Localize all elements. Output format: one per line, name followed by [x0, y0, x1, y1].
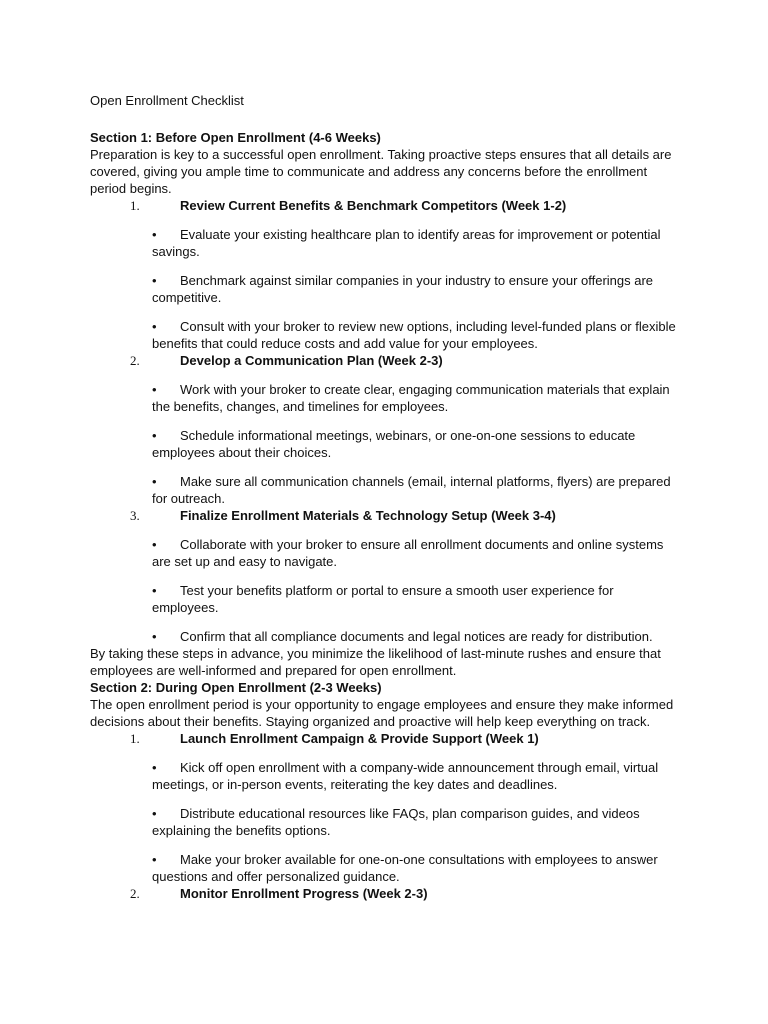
step-item — [90, 730, 682, 885]
bullet-list — [90, 536, 682, 645]
bullet-dot: • — [152, 273, 157, 288]
bullet-item — [90, 805, 682, 839]
step-number: 2. — [130, 353, 140, 368]
step-number: 1. — [130, 198, 140, 213]
bullet-list — [90, 759, 682, 885]
section-2 — [90, 679, 682, 902]
bullet-item — [90, 318, 682, 352]
bullet-text: Evaluate your existing healthcare plan to identify areas for improvement or potential savings. — [152, 227, 661, 259]
bullet-item — [90, 851, 682, 885]
bullet-list — [90, 226, 682, 352]
document-title: Open Enrollment Checklist — [90, 93, 244, 108]
step-item — [90, 352, 682, 507]
bullet-dot: • — [152, 629, 157, 644]
bullet-item — [90, 582, 682, 616]
bullet-text: Kick off open enrollment with a company-wide announcement through email, virtual meetings, or in-person events, reiterating the key dates and deadlines. — [152, 760, 659, 792]
bullet-item — [90, 628, 682, 645]
step-title: Review Current Benefits & Benchmark Competitors (Week 1-2) — [180, 198, 567, 213]
bullet-list — [90, 381, 682, 507]
bullet-dot: • — [152, 760, 157, 775]
step-title: Launch Enrollment Campaign & Provide Support (Week 1) — [180, 731, 539, 746]
bullet-item — [90, 272, 682, 306]
bullet-dot: • — [152, 428, 157, 443]
bullet-text: Collaborate with your broker to ensure all enrollment documents and online systems are set up and easy to navigate. — [152, 537, 664, 569]
bullet-item — [90, 759, 682, 793]
step-heading — [90, 507, 682, 524]
step-heading — [90, 885, 682, 902]
step-list — [90, 197, 682, 645]
step-item — [90, 197, 682, 352]
bullet-item — [90, 536, 682, 570]
bullet-dot: • — [152, 319, 157, 334]
step-heading — [90, 197, 682, 214]
step-title: Finalize Enrollment Materials & Technology Setup (Week 3-4) — [180, 508, 556, 523]
bullet-item — [90, 427, 682, 461]
step-item — [90, 507, 682, 645]
bullet-item — [90, 473, 682, 507]
section-heading: Section 2: During Open Enrollment (2-3 Weeks) — [90, 680, 382, 695]
step-number: 2. — [130, 886, 140, 901]
step-title: Monitor Enrollment Progress (Week 2-3) — [180, 886, 428, 901]
step-title: Develop a Communication Plan (Week 2-3) — [180, 353, 443, 368]
bullet-dot: • — [152, 537, 157, 552]
step-heading — [90, 730, 682, 747]
bullet-text: Make sure all communication channels (email, internal platforms, flyers) are prepared for outreach. — [152, 474, 671, 506]
step-list — [90, 730, 682, 902]
bullet-dot: • — [152, 382, 157, 397]
bullet-item — [90, 381, 682, 415]
bullet-text: Distribute educational resources like FAQs, plan comparison guides, and videos explaining the benefits options. — [152, 806, 640, 838]
step-number: 1. — [130, 731, 140, 746]
step-item — [90, 885, 682, 902]
section-heading: Section 1: Before Open Enrollment (4-6 Weeks) — [90, 130, 381, 145]
step-number: 3. — [130, 508, 140, 523]
bullet-dot: • — [152, 806, 157, 821]
bullet-dot: • — [152, 583, 157, 598]
bullet-text: Work with your broker to create clear, engaging communication materials that explain the benefits, changes, and timelines for employees. — [152, 382, 670, 414]
section-intro: Preparation is key to a successful open enrollment. Taking proactive steps ensures that all details are covered, giving you ample time to communicate and address any concerns before the enrollment period begins. — [90, 147, 672, 196]
bullet-dot: • — [152, 227, 157, 242]
bullet-dot: • — [152, 852, 157, 867]
section-1 — [90, 129, 682, 679]
bullet-text: Consult with your broker to review new options, including level-funded plans or flexible benefits that could reduce costs and add value for your employees. — [152, 319, 676, 351]
document-content — [90, 92, 682, 902]
step-heading — [90, 352, 682, 369]
bullet-dot: • — [152, 474, 157, 489]
section-outro: By taking these steps in advance, you minimize the likelihood of last-minute rushes and ensure that employees are well-informed and prepared for open enrollment. — [90, 646, 661, 678]
bullet-text: Schedule informational meetings, webinars, or one-on-one sessions to educate employees about their choices. — [152, 428, 636, 460]
bullet-text: Confirm that all compliance documents and legal notices are ready for distribution. — [180, 629, 653, 644]
section-intro: The open enrollment period is your opportunity to engage employees and ensure they make informed decisions about their benefits. Staying organized and proactive will help keep everything on track. — [90, 697, 674, 729]
bullet-item — [90, 226, 682, 260]
bullet-text: Benchmark against similar companies in your industry to ensure your offerings are competitive. — [152, 273, 654, 305]
bullet-text: Test your benefits platform or portal to ensure a smooth user experience for employees. — [152, 583, 614, 615]
bullet-text: Make your broker available for one-on-one consultations with employees to answer questions and offer personalized guidance. — [152, 852, 658, 884]
